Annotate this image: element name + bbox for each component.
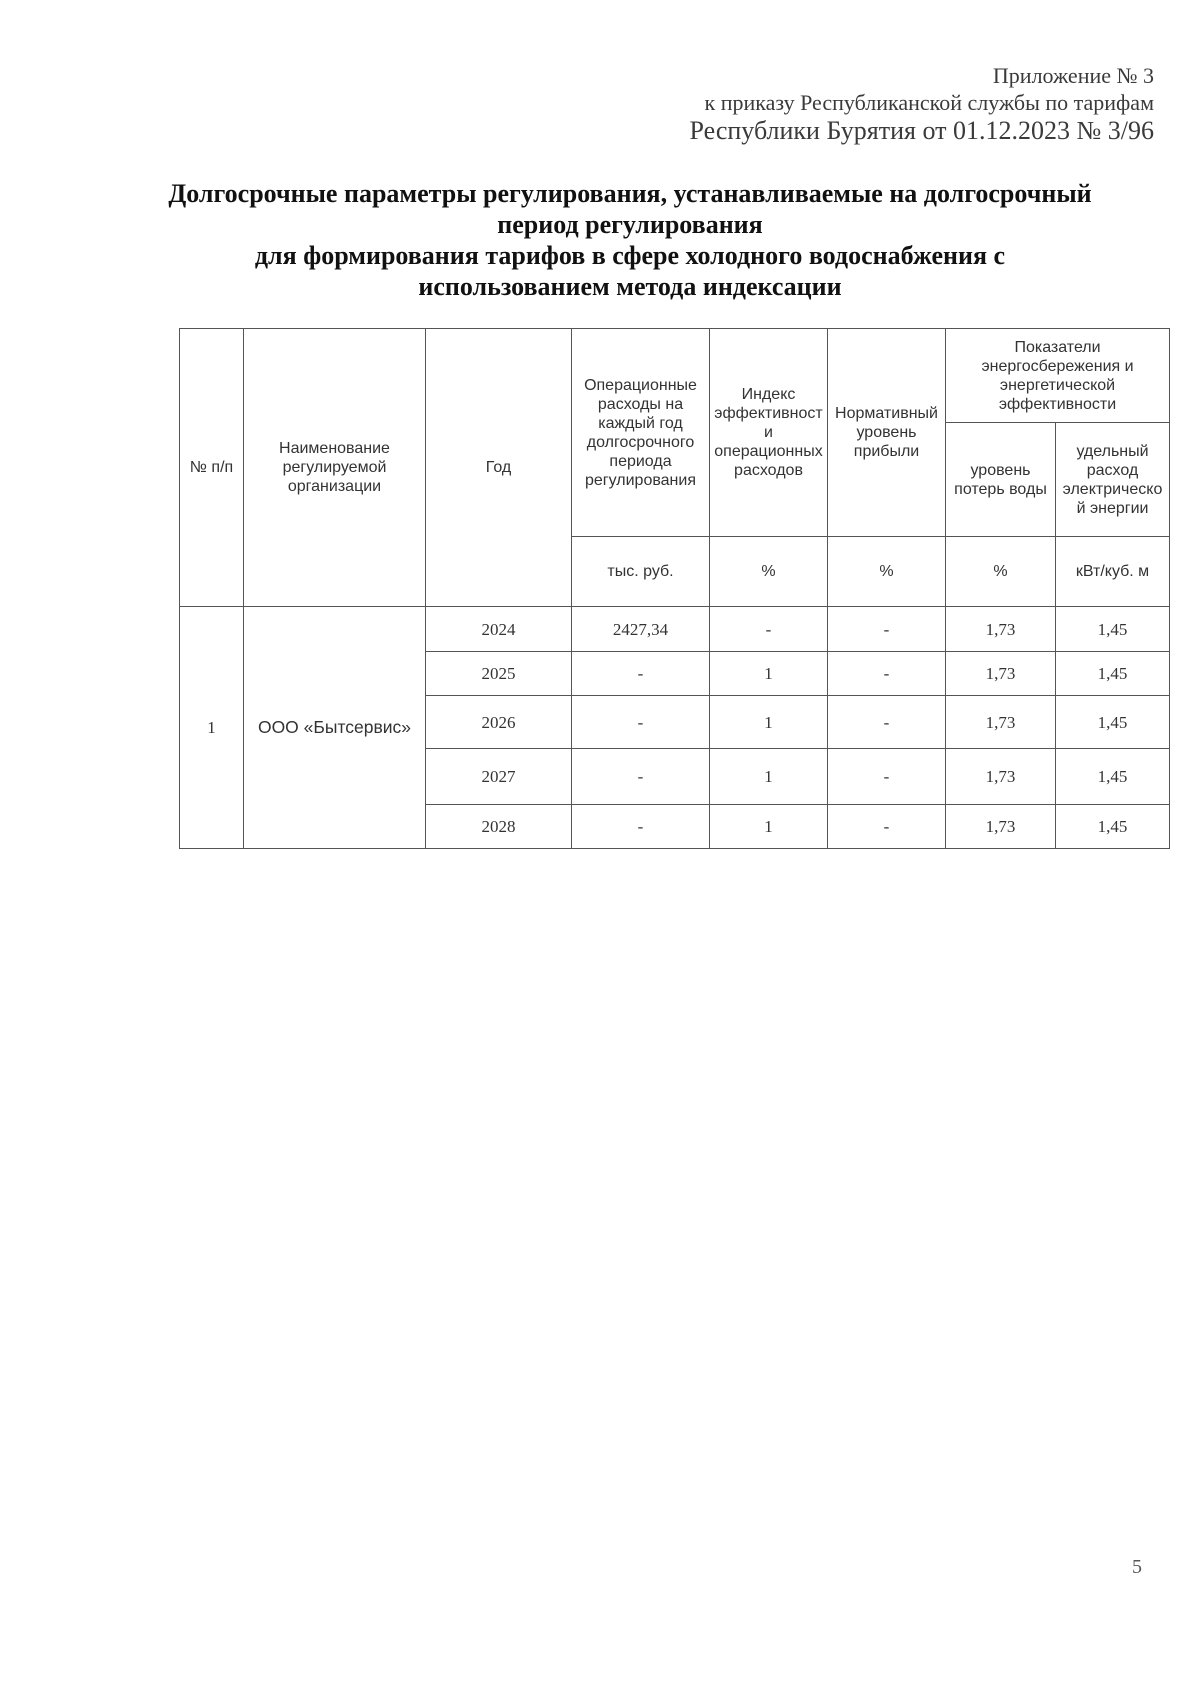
org-number: 1 — [180, 607, 244, 849]
cell-elec: 1,45 — [1056, 805, 1170, 849]
title-line-4: использованием метода индексации — [418, 272, 842, 301]
cell-elec: 1,45 — [1056, 652, 1170, 696]
title-line-2: период регулирования — [497, 210, 763, 239]
cell-index: 1 — [710, 652, 828, 696]
unit-profit-level: % — [828, 537, 946, 607]
title-line-1: Долгосрочные параметры регулирования, устанавливаемые на долгосрочный — [168, 179, 1092, 208]
unit-electricity: кВт/куб. м — [1056, 537, 1170, 607]
appendix-line-1: Приложение № 3 — [992, 63, 1154, 88]
cell-year: 2028 — [426, 805, 572, 849]
header-num: № п/п — [180, 329, 244, 607]
cell-elec: 1,45 — [1056, 607, 1170, 652]
cell-year: 2027 — [426, 749, 572, 805]
appendix-header — [514, 62, 1154, 146]
cell-index: - — [710, 607, 828, 652]
unit-opex: тыс. руб. — [572, 537, 710, 607]
header-year: Год — [426, 329, 572, 607]
cell-year: 2024 — [426, 607, 572, 652]
cell-profit: - — [828, 652, 946, 696]
cell-opex: - — [572, 696, 710, 749]
cell-loss: 1,73 — [946, 607, 1056, 652]
cell-opex: - — [572, 652, 710, 696]
header-row-1 — [180, 329, 1170, 423]
appendix-line-2: к приказу Республиканской службы по тарифам — [704, 90, 1154, 115]
cell-elec: 1,45 — [1056, 749, 1170, 805]
org-name: ООО «Бытсервис» — [244, 607, 426, 849]
cell-loss: 1,73 — [946, 696, 1056, 749]
document-title — [110, 178, 1150, 302]
header-efficiency-index: Индекс эффективности операционных расходов — [710, 329, 828, 537]
header-energy-group: Показатели энергосбережения и энергетической эффективности — [946, 329, 1170, 423]
cell-opex: 2427,34 — [572, 607, 710, 652]
unit-water-loss: % — [946, 537, 1056, 607]
appendix-line-3: Республики Бурятия от 01.12.2023 № 3/96 — [689, 116, 1154, 145]
table-row — [180, 607, 1170, 652]
cell-year: 2026 — [426, 696, 572, 749]
cell-opex: - — [572, 805, 710, 849]
cell-profit: - — [828, 749, 946, 805]
cell-profit: - — [828, 805, 946, 849]
unit-efficiency-index: % — [710, 537, 828, 607]
cell-profit: - — [828, 696, 946, 749]
cell-loss: 1,73 — [946, 652, 1056, 696]
cell-elec: 1,45 — [1056, 696, 1170, 749]
parameters-table — [179, 328, 1170, 849]
cell-index: 1 — [710, 749, 828, 805]
header-water-loss: уровень потерь воды — [946, 423, 1056, 537]
header-profit-level: Нормативный уровень прибыли — [828, 329, 946, 537]
cell-loss: 1,73 — [946, 805, 1056, 849]
cell-loss: 1,73 — [946, 749, 1056, 805]
cell-year: 2025 — [426, 652, 572, 696]
cell-index: 1 — [710, 805, 828, 849]
header-electricity: удельный расход электрической энергии — [1056, 423, 1170, 537]
cell-profit: - — [828, 607, 946, 652]
title-line-3: для формирования тарифов в сфере холодного водоснабжения с — [254, 241, 1006, 270]
cell-opex: - — [572, 749, 710, 805]
page-number: 5 — [1132, 1556, 1142, 1578]
header-org: Наименование регулируемой организации — [244, 329, 426, 607]
cell-index: 1 — [710, 696, 828, 749]
header-opex: Операционные расходы на каждый год долгосрочного периода регулирования — [572, 329, 710, 537]
